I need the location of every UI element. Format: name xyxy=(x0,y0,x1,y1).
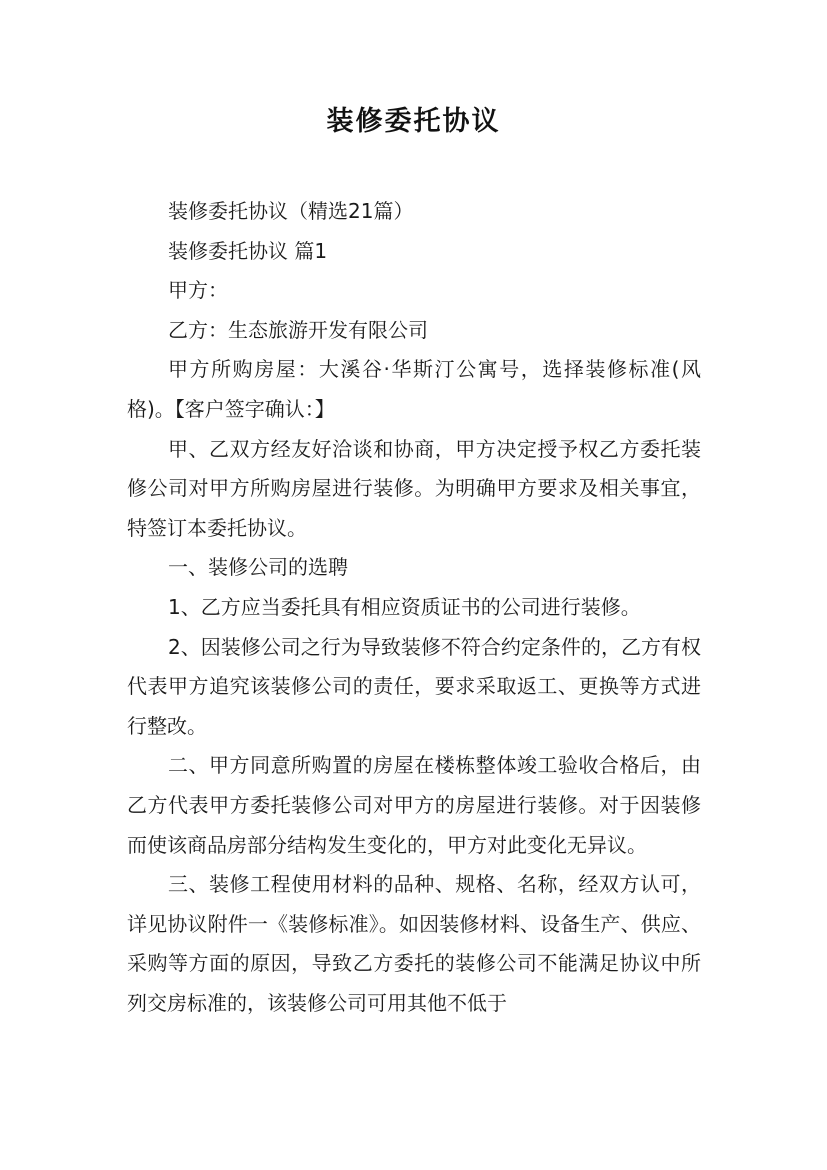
paragraph-preamble: 甲、乙双方经友好洽谈和协商，甲方决定授予权乙方委托装修公司对甲方所购房屋进行装修。为明确甲方要求及相关事宜，特签订本委托协议。 xyxy=(127,436,701,540)
paragraph-clause-1-heading: 一、装修公司的选聘 xyxy=(168,555,348,580)
paragraph-party-a: 甲方： xyxy=(168,278,228,303)
paragraph-party-b: 乙方：生态旅游开发有限公司 xyxy=(168,317,428,342)
paragraph-clause-2: 二、甲方同意所购置的房屋在楼栋整体竣工验收合格后，由乙方代表甲方委托装修公司对甲方的房屋进行装修。对于因装修而使该商品房部分结构发生变化的，甲方对此变化无异议。 xyxy=(127,753,701,857)
paragraph-clause-1-1: 1、乙方应当委托具有相应资质证书的公司进行装修。 xyxy=(168,594,641,619)
paragraph-clause-1-2: 2、因装修公司之行为导致装修不符合约定条件的，乙方有权代表甲方追究该装修公司的责任，要求采取返工、更换等方式进行整改。 xyxy=(127,634,701,738)
paragraph-section-heading: 装修委托协议 篇1 xyxy=(168,238,328,263)
paragraph-subtitle: 装修委托协议（精选21篇） xyxy=(168,199,414,223)
paragraph-clause-3: 三、装修工程使用材料的品种、规格、名称，经双方认可，详见协议附件一《装修标准》。如因装修材料、设备生产、供应、采购等方面的原因，导致乙方委托的装修公司不能满足协议中所列交房标准的，该装修公司可用其他不低于 xyxy=(127,872,701,1015)
document-body xyxy=(127,192,701,1023)
document-title: 装修委托协议 xyxy=(326,106,501,137)
paragraph-property: 甲方所购房屋：大溪谷·华斯汀公寓号，选择装修标准(风格)。【客户签字确认：】 xyxy=(127,357,701,421)
